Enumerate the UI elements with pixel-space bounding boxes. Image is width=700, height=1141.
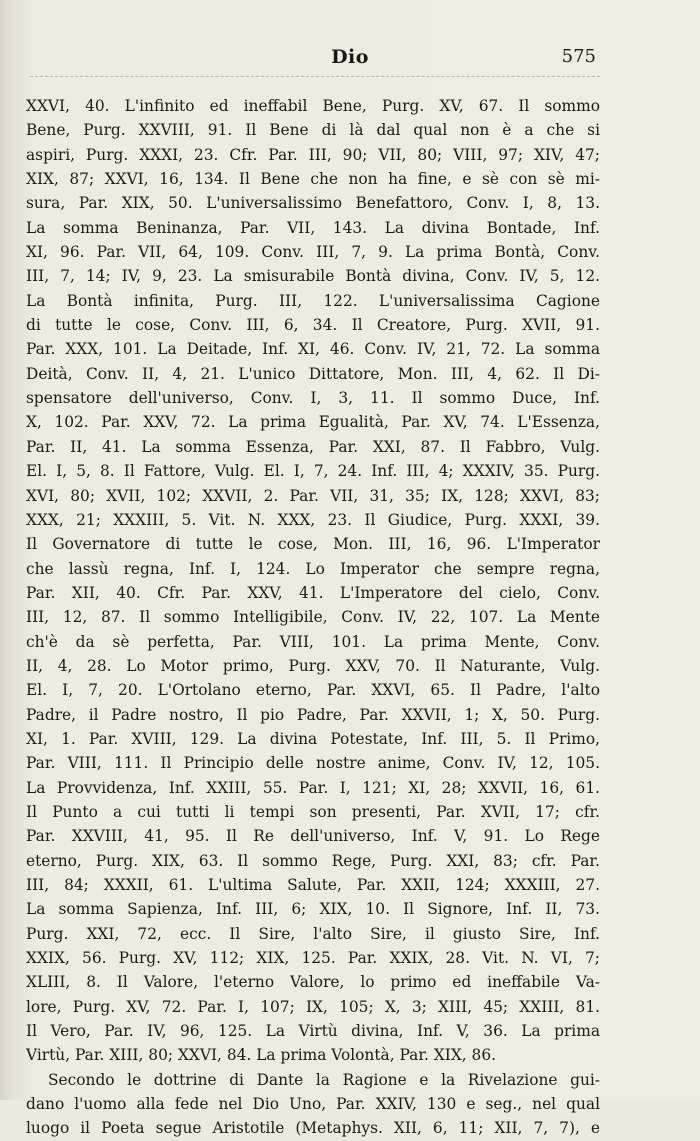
text-line: Par. XXX, 101. La Deitade, Inf. XI, 46. Conv. IV, 21, 72. La somma	[26, 340, 600, 359]
text-line: dano l'uomo alla fede nel Dio Uno, Par. XXIV, 130 e seg., nel qual	[26, 1095, 600, 1114]
text-line: III, 12, 87. Il sommo Intelligibile, Conv. IV, 22, 107. La Mente	[26, 608, 600, 627]
text-line: Par. XII, 40. Cfr. Par. XXV, 41. L'Imperatore del cielo, Conv.	[26, 583, 600, 602]
text-line: Il Governatore di tutte le cose, Mon. III, 16, 96. L'Imperator	[26, 535, 600, 554]
text-line: La somma Sapienza, Inf. III, 6; XIX, 10. Il Signore, Inf. II, 73.	[26, 900, 600, 919]
text-line: Par. XXVIII, 41, 95. Il Re dell'universo, Inf. V, 91. Lo Rege	[26, 827, 600, 846]
page-number: 575	[561, 46, 596, 67]
text-line: La Provvidenza, Inf. XXIII, 55. Par. I, 121; XI, 28; XXVII, 16, 61.	[26, 778, 600, 797]
text-line: XVI, 80; XVII, 102; XXVII, 2. Par. VII, 31, 35; IX, 128; XXVI, 83;	[26, 486, 600, 505]
text-line: che lassù regna, Inf. I, 124. Lo Imperator che sempre regna,	[26, 559, 600, 578]
text-line: Padre, il Padre nostro, Il pio Padre, Par. XXVII, 1; X, 50. Purg.	[26, 705, 600, 724]
page-title: Dio	[331, 46, 369, 68]
text-line: El. I, 7, 20. L'Ortolano eterno, Par. XXVI, 65. Il Padre, l'alto	[26, 681, 600, 700]
text-line: Secondo le dottrine di Dante la Ragione e la Rivelazione gui-	[48, 1070, 600, 1089]
text-line: III, 7, 14; IV, 9, 23. La smisurabile Bontà divina, Conv. IV, 5, 12.	[26, 267, 600, 286]
text-line: Deità, Conv. II, 4, 21. L'unico Dittatore, Mon. III, 4, 62. Il Di-	[26, 364, 600, 383]
text-line: La Bontà infinita, Purg. III, 122. L'universalissima Cagione	[26, 291, 600, 310]
text-line: XXX, 21; XXXIII, 5. Vit. N. XXX, 23. Il Giudice, Purg. XXXI, 39.	[26, 510, 600, 529]
text-line: El. I, 5, 8. Il Fattore, Vulg. El. I, 7, 24. Inf. III, 4; XXXIV, 35. Purg.	[26, 462, 600, 481]
text-line: Il Vero, Par. IV, 96, 125. La Virtù divina, Inf. V, 36. La prima	[26, 1022, 600, 1041]
running-head	[0, 46, 700, 76]
text-line: di tutte le cose, Conv. III, 6, 34. Il Creatore, Purg. XVII, 91.	[26, 316, 600, 335]
text-line: ch'è da sè perfetta, Par. VIII, 101. La prima Mente, Conv.	[26, 632, 600, 651]
text-line: Bene, Purg. XXVIII, 91. Il Bene di là dal qual non è a che si	[26, 121, 600, 140]
text-line: eterno, Purg. XIX, 63. Il sommo Rege, Purg. XXI, 83; cfr. Par.	[26, 851, 600, 870]
text-line: Purg. XXI, 72, ecc. Il Sire, l'alto Sire, il giusto Sire, Inf.	[26, 924, 600, 943]
text-line: lore, Purg. XV, 72. Par. I, 107; IX, 105; X, 3; XIII, 45; XXIII, 81.	[26, 997, 600, 1016]
header-rule	[30, 76, 600, 77]
text-line: aspiri, Purg. XXXI, 23. Cfr. Par. III, 90; VII, 80; VIII, 97; XIV, 47;	[26, 145, 600, 164]
text-line: III, 84; XXXII, 61. L'ultima Salute, Par. XXII, 124; XXXIII, 27.	[26, 876, 600, 894]
text-line: XXIX, 56. Purg. XV, 112; XIX, 125. Par. XXIX, 28. Vit. N. VI, 7;	[26, 949, 600, 968]
text-line: X, 102. Par. XXV, 72. La prima Egualità, Par. XV, 74. L'Essenza,	[26, 413, 600, 432]
text-line: Virtù, Par. XIII, 80; XXVI, 84. La prima Volontà, Par. XIX, 86.	[26, 1046, 497, 1065]
text-line: XXVI, 40. L'infinito ed ineffabil Bene, Purg. XV, 67. Il sommo	[26, 97, 600, 115]
entry-text	[26, 94, 600, 1141]
text-line: XIX, 87; XXVI, 16, 134. Il Bene che non ha fine, e sè con sè mi-	[26, 170, 600, 189]
text-line: sura, Par. XIX, 50. L'universalissimo Benefattoro, Conv. I, 8, 13.	[26, 194, 600, 213]
text-line: XLIII, 8. Il Valore, l'eterno Valore, lo primo ed ineffabile Va-	[26, 973, 600, 992]
text-line: La somma Beninanza, Par. VII, 143. La divina Bontade, Inf.	[26, 218, 600, 237]
text-line: XI, 96. Par. VII, 64, 109. Conv. III, 7, 9. La prima Bontà, Conv.	[26, 243, 600, 262]
text-line: Par. II, 41. La somma Essenza, Par. XXI, 87. Il Fabbro, Vulg.	[26, 437, 600, 456]
text-line: XI, 1. Par. XVIII, 129. La divina Potestate, Inf. III, 5. Il Primo,	[26, 729, 600, 748]
text-line: spensatore dell'universo, Conv. I, 3, 11. Il sommo Duce, Inf.	[26, 389, 600, 408]
text-line: II, 4, 28. Lo Motor primo, Purg. XXV, 70. Il Naturante, Vulg.	[26, 656, 600, 675]
text-line: Il Punto a cui tutti li tempi son presenti, Par. XVII, 17; cfr.	[26, 802, 600, 821]
text-line: Par. VIII, 111. Il Principio delle nostre anime, Conv. IV, 12, 105.	[26, 754, 600, 773]
text-line: luogo il Poeta segue Aristotile (Metaphys. XII, 6, 11; XII, 7, 7), e	[26, 1119, 600, 1138]
